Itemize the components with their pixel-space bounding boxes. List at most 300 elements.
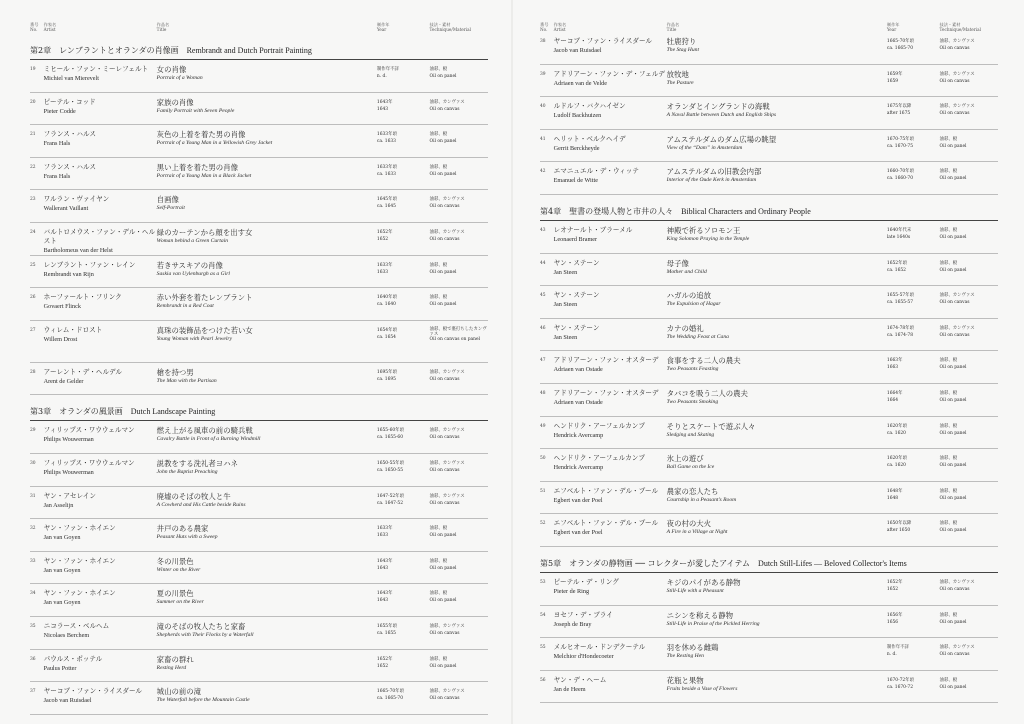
catalog-number: 46 <box>540 325 546 331</box>
year-ja: 1645年頃 <box>376 197 397 203</box>
technique-cell <box>430 326 488 362</box>
work-title-ja: 羽を休める雌鶏 <box>666 643 719 653</box>
artist-cell <box>44 130 157 157</box>
technique-cell <box>430 228 488 255</box>
title-cell <box>667 356 887 383</box>
catalog-number: 23 <box>30 197 36 203</box>
artist-name-ja: ミヒール・ファン・ミーレフェルト <box>43 65 149 73</box>
title-cell <box>157 622 377 649</box>
artist-cell <box>554 291 667 318</box>
title-cell <box>667 487 887 514</box>
technique-cell <box>430 426 488 453</box>
artist-cell <box>44 326 157 362</box>
year-ja: 1659年 <box>886 71 903 77</box>
technique-ja: 油彩、カンヴァス <box>429 689 465 695</box>
technique-cell <box>430 130 488 157</box>
catalog-number: 42 <box>540 169 546 175</box>
year-ja: 1655年頃 <box>376 623 397 629</box>
technique-ja: 油彩、板 <box>939 677 958 683</box>
artist-cell <box>554 226 667 253</box>
artist-name-ja: ヤン・ファン・ホイエン <box>43 589 116 598</box>
work-title-ja: 氷上の遊び <box>666 454 704 464</box>
technique-cell <box>940 102 998 129</box>
year-en: ca. 1670-75 <box>886 143 914 149</box>
artist-name-en: Melchior d'Hondecoeter <box>553 653 614 661</box>
artist-name-en: Jan van Goyen <box>43 599 81 607</box>
chapter-title-ja: 第5章 オランダの静物画 ── コレクターが愛したアイテム <box>540 558 751 568</box>
artist-name-en: Jan Steen <box>553 268 578 276</box>
artist-name-ja: レオナールト・ブラーメル <box>553 225 633 234</box>
artist-name-ja: ウィレム・ドロスト <box>43 325 103 334</box>
technique-ja: 油彩、カンヴァス <box>939 579 975 585</box>
technique-ja: 油彩、カンヴァス <box>939 325 975 331</box>
year-cell <box>887 487 940 514</box>
work-title-en: Summer on the River <box>156 599 204 606</box>
technique-en: Oil on canvas <box>429 376 460 382</box>
technique-cell <box>430 524 488 551</box>
chapter-title-en: Biblical Characters and Ordinary People <box>681 206 811 216</box>
work-title-en: The Pasture <box>666 79 694 86</box>
artist-name-ja: ホーファールト・フリンク <box>43 293 122 302</box>
work-title-en: A Cowherd and His Cattle beside Ruins <box>156 501 246 508</box>
year-en: ca. 1620 <box>886 430 906 436</box>
technique-cell <box>940 291 998 318</box>
artist-name-ja: バルトロメウス・ファン・デル・ヘルスト <box>43 227 156 245</box>
work-title-en: Rembrandt in a Red Coat <box>156 303 214 310</box>
work-title-ja: 黒い上着を着た男の肖像 <box>156 162 238 172</box>
artist-name-en: Hendrick Avercamp <box>553 464 604 472</box>
artist-name-ja: フィリップス・ワウウェルマン <box>43 458 135 467</box>
technique-en: Oil on panel <box>429 269 457 275</box>
artist-name-en: Philips Wouwerman <box>43 436 94 444</box>
title-cell <box>667 389 887 416</box>
technique-ja: 油彩、板 <box>429 558 448 564</box>
work-title-en: Interior of the Oude Kerk in Amsterdam <box>666 177 757 184</box>
year-cell <box>887 102 940 129</box>
work-title-en: Resting Herd <box>156 664 187 671</box>
technique-ja: 油彩、板 <box>939 136 958 142</box>
artist-cell <box>554 135 667 162</box>
artist-name-ja: ヘンドリク・アーフェルカンプ <box>553 421 645 430</box>
catalog-number: 45 <box>540 293 546 299</box>
table-row <box>540 384 998 417</box>
catalog-number: 44 <box>540 260 546 266</box>
title-cell <box>157 228 377 255</box>
artist-name-ja: メルヒオール・ドンデクーテル <box>553 643 646 652</box>
artist-name-ja: アーレント・デ・ヘルデル <box>43 367 122 376</box>
catalog-number: 47 <box>540 358 546 364</box>
table-row <box>30 256 488 289</box>
year-cell <box>887 70 940 97</box>
year-ja: 1674-78年頃 <box>886 325 914 331</box>
title-cell <box>667 226 887 253</box>
header-year-en: Year <box>376 27 387 32</box>
technique-en: Oil on canvas <box>429 236 460 242</box>
technique-ja: 油彩、板 <box>939 456 958 462</box>
technique-cell <box>430 98 488 125</box>
artist-cell <box>44 261 157 288</box>
table-row <box>30 158 488 191</box>
work-title-ja: ハガルの追放 <box>666 291 712 301</box>
technique-ja: 油彩、板 <box>939 612 958 618</box>
work-title-en: Still-Life with a Pheasant <box>666 587 724 594</box>
year-cell <box>887 422 940 449</box>
artist-cell <box>554 643 667 670</box>
technique-cell <box>940 356 998 383</box>
technique-ja: 油彩、カンヴァス <box>429 229 465 235</box>
work-title-en: Sledging and Skating <box>666 431 715 438</box>
artist-name-ja: ヤーコブ・ファン・ライスダール <box>553 37 653 45</box>
technique-en: Oil on canvas <box>939 111 970 117</box>
year-ja: 1643年 <box>376 99 393 105</box>
artist-name-ja: ヤン・ステーン <box>553 291 600 300</box>
title-cell <box>667 643 887 670</box>
year-ja: 1620年頃 <box>886 456 907 462</box>
artist-name-ja: アドリアーン・ファン・オスターデ <box>553 356 659 365</box>
table-row <box>540 638 998 671</box>
technique-ja: 油彩、板 <box>939 358 958 364</box>
artist-name-en: Emanuel de Witte <box>553 177 598 185</box>
title-cell <box>667 135 887 162</box>
technique-ja: 油彩、板 <box>429 164 448 170</box>
technique-cell <box>430 195 488 222</box>
artist-name-en: Paulus Potter <box>43 664 77 672</box>
header-year-en: Year <box>886 27 897 32</box>
year-en: ca. 1633 <box>376 139 396 145</box>
table-row <box>30 584 488 617</box>
work-title-en: King Solomon Praying in the Temple <box>666 235 750 242</box>
header-no-en: No. <box>30 27 38 32</box>
technique-ja: 油彩、カンヴァス <box>429 197 465 203</box>
catalog-number: 49 <box>540 423 546 429</box>
artist-name-en: Joseph de Bray <box>553 620 592 628</box>
artist-cell <box>554 389 667 416</box>
year-cell <box>887 519 940 546</box>
title-cell <box>667 102 887 129</box>
year-cell <box>377 459 430 486</box>
work-title-en: John the Baptist Preaching <box>156 468 218 475</box>
table-row <box>540 254 998 287</box>
technique-cell <box>430 261 488 288</box>
artist-name-en: Pieter de Ring <box>553 587 590 595</box>
year-cell <box>377 426 430 453</box>
catalog-number: 33 <box>30 558 36 564</box>
header-title-ja: 作品名 <box>156 22 170 27</box>
artist-cell <box>44 98 157 125</box>
artist-cell <box>44 524 157 551</box>
work-title-en: Two Peasants Smoking <box>666 398 719 405</box>
technique-en: Oil on canvas <box>429 204 460 210</box>
artist-name-en: Wallerant Vaillant <box>43 205 89 213</box>
artist-cell <box>554 454 667 481</box>
title-cell <box>667 167 887 194</box>
title-cell <box>667 37 887 64</box>
year-ja: 1643年 <box>376 591 393 597</box>
table-row <box>540 221 998 254</box>
year-en: 1648 <box>886 495 899 501</box>
technique-ja: 油彩、カンヴァス <box>939 71 975 77</box>
work-title-en: Winter on the River <box>156 566 201 573</box>
technique-en: Oil on canvas <box>939 300 970 306</box>
work-title-en: Fruits beside a Vase of Flowers <box>666 685 738 692</box>
work-title-en: Young Woman with Pearl Jewelry <box>156 335 233 342</box>
year-ja: 1633年頃 <box>376 164 397 170</box>
technique-ja: 油彩、板 <box>939 390 958 396</box>
technique-ja: 油彩、カンヴァス <box>939 39 975 44</box>
artist-cell <box>44 687 157 714</box>
catalog-number: 27 <box>30 327 36 333</box>
title-cell <box>157 261 377 288</box>
year-ja: 1664年 <box>886 390 903 396</box>
artist-cell <box>554 167 667 194</box>
year-ja: 1665-70年頃 <box>886 39 914 44</box>
table-row <box>540 319 998 352</box>
year-cell <box>887 356 940 383</box>
year-en: ca. 1670-72 <box>886 684 914 690</box>
technique-cell <box>430 687 488 714</box>
year-ja: 制作年不詳 <box>886 645 909 651</box>
catalog-number: 40 <box>540 104 546 110</box>
artist-name-en: Jacob van Ruisdael <box>553 47 602 54</box>
technique-ja: 油彩、板 <box>939 488 958 494</box>
title-cell <box>157 589 377 616</box>
chapter-title-ja: 第3章 オランダの風景画 <box>30 407 123 417</box>
artist-cell <box>554 487 667 514</box>
header-tech-ja: 技法・素材 <box>429 22 451 27</box>
chapter-heading <box>540 547 998 573</box>
technique-ja: 油彩、板 <box>939 169 958 175</box>
table-row <box>30 650 488 683</box>
year-cell <box>377 326 430 362</box>
technique-cell <box>430 655 488 682</box>
work-title-ja: 夏の川景色 <box>156 589 194 599</box>
work-title-en: Still-Life in Praise of the Pickled Herring <box>666 620 760 627</box>
year-cell <box>377 98 430 125</box>
header-no-ja: 番号 <box>540 22 549 27</box>
chapter-title-ja: 第4章 聖書の登場人物と市井の人々 <box>540 206 674 216</box>
year-cell <box>887 291 940 318</box>
year-cell <box>377 195 430 222</box>
year-cell <box>887 167 940 194</box>
artist-name-ja: アドリアーン・ファン・デ・フェルデ <box>553 69 665 78</box>
year-ja: 1652年 <box>376 656 393 662</box>
technique-cell <box>940 422 998 449</box>
chapter-heading <box>540 195 998 221</box>
year-cell <box>887 611 940 638</box>
artist-cell <box>554 102 667 129</box>
work-title-ja: 滝のそばの牧人たちと家畜 <box>156 621 246 631</box>
header-artist-ja: 作家名 <box>43 22 57 27</box>
table-row <box>540 97 998 130</box>
catalog-number: 48 <box>540 390 546 396</box>
technique-cell <box>430 163 488 190</box>
year-en: ca. 1647-52 <box>376 500 404 506</box>
catalog-number: 28 <box>30 369 36 375</box>
column-header <box>540 22 998 32</box>
catalog-number: 35 <box>30 623 36 629</box>
artist-cell <box>44 589 157 616</box>
catalog-number: 21 <box>30 132 36 138</box>
artist-name-ja: ヤン・アセレイン <box>43 491 96 500</box>
technique-en: Oil on panel <box>429 139 457 145</box>
title-cell <box>667 324 887 351</box>
header-year-ja: 制作年 <box>376 22 390 27</box>
artist-cell <box>44 622 157 649</box>
catalog-number: 38 <box>540 39 546 44</box>
year-ja: 1633年頃 <box>376 132 397 138</box>
header-tech-en: Technique/Material <box>429 27 471 32</box>
catalog-number: 37 <box>30 689 36 695</box>
artist-name-ja: エフベルト・ファン・デル・プール <box>553 486 659 495</box>
technique-ja: 油彩、板 <box>429 526 448 532</box>
year-en: 1664 <box>886 397 899 403</box>
technique-en: Oil on panel <box>939 495 967 501</box>
technique-cell <box>430 492 488 519</box>
table-row <box>30 682 488 715</box>
chapter-title-en: Dutch Landscape Painting <box>130 407 216 417</box>
technique-en: Oil on canvas on panel <box>429 337 480 343</box>
technique-cell <box>940 454 998 481</box>
year-cell <box>887 389 940 416</box>
year-en: ca. 1674-78 <box>886 332 914 338</box>
artist-name-en: Govaert Flinck <box>43 303 81 311</box>
artist-name-en: Philips Wouwerman <box>43 468 94 476</box>
artist-name-ja: ヘリット・ベルクヘイデ <box>553 134 626 143</box>
artist-name-ja: レンブラント・ファン・レイン <box>43 260 136 269</box>
header-title-en: Title <box>156 27 167 32</box>
technique-ja: 油彩、板 <box>429 295 448 301</box>
artist-name-ja: ヤン・ファン・ホイエン <box>43 556 116 565</box>
year-ja: 1656年 <box>886 612 903 618</box>
technique-en: Oil on panel <box>939 267 967 273</box>
year-en: n. d. <box>886 652 897 658</box>
work-title-en: Portrait of a Young Man in a Yellowish Grey Jacket <box>156 140 273 147</box>
technique-cell <box>940 324 998 351</box>
work-title-ja: 家族の肖像 <box>156 97 194 107</box>
technique-cell <box>940 676 998 703</box>
header-artist-en: Artist <box>553 27 566 32</box>
technique-ja: 油彩、カンヴァス <box>429 99 465 105</box>
work-title-en: Self-Portrait <box>156 205 185 212</box>
title-cell <box>157 65 377 92</box>
table-row <box>30 519 488 552</box>
year-en: ca. 1620 <box>886 463 906 469</box>
technique-en: Oil on panel <box>939 234 967 240</box>
year-en: after 1675 <box>886 111 911 117</box>
artist-name-en: Arent de Gelder <box>43 377 84 385</box>
work-title-en: The Waterfall before the Mountain Castle <box>156 697 250 704</box>
title-cell <box>157 293 377 320</box>
technique-ja: 油彩、板 <box>429 656 448 662</box>
year-ja: 1675年以降 <box>886 104 912 110</box>
year-cell <box>377 65 430 92</box>
artist-name-en: Jacob van Ruisdael <box>43 697 92 705</box>
work-title-ja: 自画像 <box>156 195 179 205</box>
artist-name-ja: エフベルト・ファン・デル・プール <box>553 519 659 528</box>
year-cell <box>887 578 940 605</box>
work-title-ja: 緑のカーテンから顔を出す女 <box>156 227 253 237</box>
table-row <box>30 487 488 520</box>
artist-cell <box>44 195 157 222</box>
catalog-number: 36 <box>30 656 36 662</box>
table-row <box>30 288 488 321</box>
year-en: ca. 1665-70 <box>886 46 914 51</box>
artist-cell <box>554 611 667 638</box>
catalog-number: 32 <box>30 526 36 532</box>
artist-name-en: Bartholomeus van der Helst <box>43 246 113 254</box>
technique-en: Oil on panel <box>939 463 967 469</box>
year-en: 1656 <box>886 619 899 625</box>
year-en: ca. 1640 <box>376 302 396 308</box>
work-title-ja: 槍を持つ男 <box>156 367 194 377</box>
artist-name-ja: ニコラース・ベルヘム <box>43 621 110 630</box>
artist-name-en: Pieter Codde <box>43 107 76 115</box>
technique-en: Oil on canvas <box>429 500 460 506</box>
year-cell <box>377 130 430 157</box>
work-title-ja: 冬の川景色 <box>156 556 194 566</box>
artist-name-en: Nicolaes Berchem <box>43 631 90 639</box>
technique-cell <box>940 578 998 605</box>
year-en: 1643 <box>376 565 389 571</box>
year-cell <box>887 135 940 162</box>
technique-cell <box>430 459 488 486</box>
column-header <box>30 22 488 32</box>
catalog-number: 39 <box>540 71 546 77</box>
year-en: ca. 1654 <box>376 334 396 340</box>
catalog-number: 52 <box>540 521 546 527</box>
artist-cell <box>44 492 157 519</box>
year-cell <box>377 557 430 584</box>
artist-cell <box>554 259 667 286</box>
artist-cell <box>554 519 667 546</box>
table-row <box>540 351 998 384</box>
table-row <box>540 65 998 98</box>
work-title-ja: 説教をする洗礼者ヨハネ <box>156 458 238 468</box>
year-en: after 1650 <box>886 528 911 534</box>
technique-cell <box>940 70 998 97</box>
technique-cell <box>430 589 488 616</box>
title-cell <box>667 578 887 605</box>
technique-cell <box>430 557 488 584</box>
work-title-en: Saskia van Uylenburgh as a Girl <box>156 270 230 277</box>
title-cell <box>157 163 377 190</box>
technique-en: Oil on panel <box>429 171 457 177</box>
technique-ja: 油彩、板 <box>939 227 958 233</box>
technique-ja: 油彩、カンヴァス <box>939 293 975 299</box>
year-ja: 1633年 <box>376 526 393 532</box>
technique-en: Oil on canvas <box>939 652 970 658</box>
technique-cell <box>940 611 998 638</box>
year-ja: 制作年不詳 <box>376 67 399 72</box>
year-cell <box>377 163 430 190</box>
work-title-en: Mother and Child <box>666 268 707 275</box>
title-cell <box>157 130 377 157</box>
work-title-ja: 農家の恋人たち <box>666 486 719 496</box>
technique-cell <box>940 389 998 416</box>
year-en: 1643 <box>376 598 389 604</box>
table-row <box>30 223 488 256</box>
technique-cell <box>940 259 998 286</box>
title-cell <box>157 557 377 584</box>
year-en: 1633 <box>376 269 389 275</box>
work-title-ja: 神殿で祈るソロモン王 <box>666 225 741 235</box>
artist-name-en: Adriaen van de Velde <box>553 79 607 87</box>
table-row <box>30 93 488 126</box>
technique-cell <box>430 65 488 92</box>
artist-name-en: Egbert van der Poel <box>553 496 603 504</box>
technique-en: Oil on panel <box>429 598 457 604</box>
work-title-en: Courtship in a Peasant’s Room <box>666 496 737 503</box>
